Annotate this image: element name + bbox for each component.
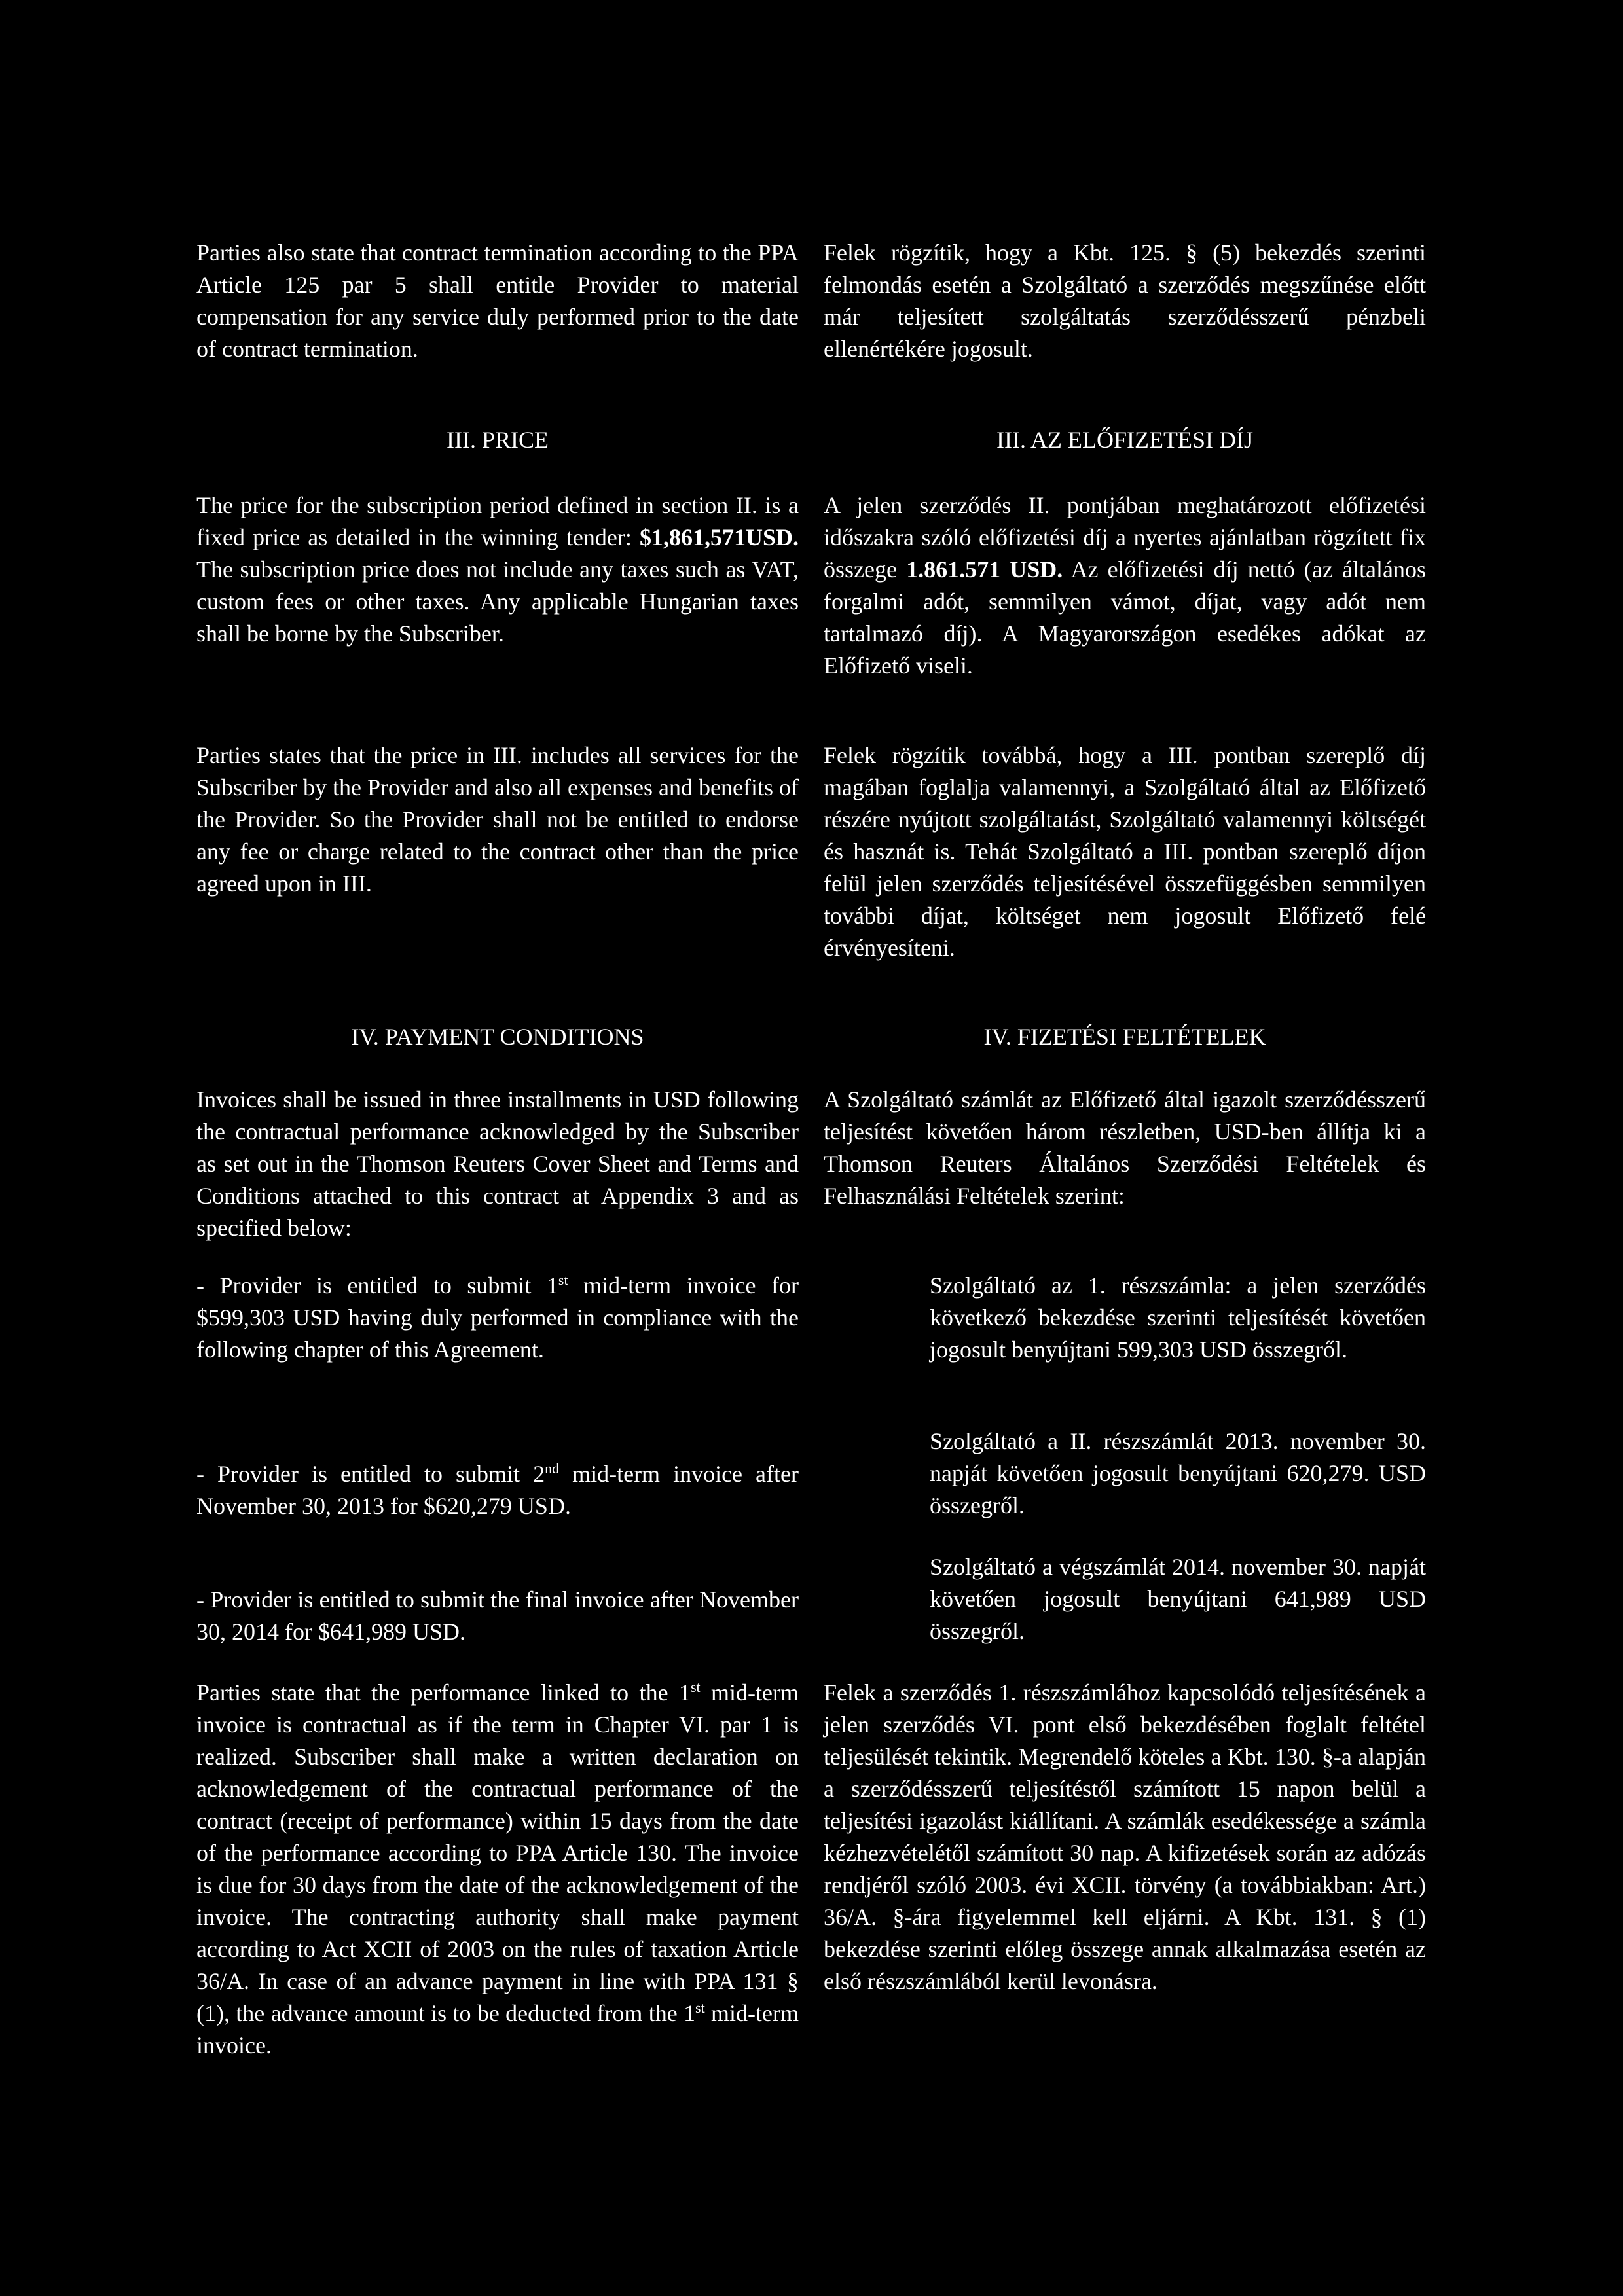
price-includes-paragraph-hu: Felek rögzítik továbbá, hogy a III. pontban szereplő díj magában foglalja valamennyi, a Szolgáltató által az Előfizető részére nyújtott szolgáltatást, Szolgáltató valamennyi költségét és hasznát is. Tehát Szolgáltató a III. pontban szereplő díjon felül jelen szerződés teljesítésével összefüggésben semmilyen további díjat, költséget nem jogosult Előfizető felé érvényesíteni. <box>824 742 1426 961</box>
price-paragraph-hu: A jelen szerződés II. pontjában meghatározott előfizetési időszakra szóló előfizetési díj a nyertes ajánlatban rögzített fix összege 1.861.571 USD. Az előfizetési díj nettó (az általános forgalmi adót, semmilyen vámot, díjat, vagy adót nem tartalmazó díj). A Magyarországon esedékes adókat az Előfizető viseli. <box>824 492 1426 679</box>
price-includes-paragraph-en: Parties states that the price in III. includes all services for the Subscriber by the Provider and also all expenses and benefits of the Provider. So the Provider shall not be entitled to endorse any fee or charge related to the contract other than the price agreed upon in III. <box>196 742 799 897</box>
section-heading-payment-en: IV. PAYMENT CONDITIONS <box>351 1024 644 1050</box>
first-invoice-item-hu: Szolgáltató az 1. részszámla: a jelen szerződés következő bekezdése szerinti teljesítését követően jogosult benyújtani 599,303 USD összegről. <box>930 1272 1426 1363</box>
invoices-paragraph-hu: A Szolgáltató számlát az Előfizető által igazolt szerződésszerű teljesítést követően három részletben, USD-ben állítja ki a Thomson Reuters Általános Szerződési Feltételek és Felhasználási Feltételek szerint: <box>824 1086 1426 1209</box>
second-invoice-item-en: - Provider is entitled to submit 2nd mid-term invoice after November 30, 2013 for $620,279 USD. <box>196 1460 799 1519</box>
termination-paragraph-hu: Felek rögzítik, hogy a Kbt. 125. § (5) bekezdés szerinti felmondás esetén a Szolgáltató a szerződés megszűnése előtt már teljesített szolgáltatás szerződésszerű pénzbeli ellenértékére jogosult. <box>824 240 1426 362</box>
performance-paragraph-hu: Felek a szerződés 1. részszámlához kapcsolódó teljesítésének a jelen szerződés VI. pont első bekezdésében foglalt feltétel teljesülését tekintik. Megrendelő köteles a Kbt. 130. §-a alapján a szerződésszerű teljesítéstől számított 15 napon belül a teljesítési igazolást kiállítani. A számlák esedékessége a számla kézhezvételétől számított 30 nap. A kifizetések során az adózás rendjéről szóló 2003. évi XCII. törvény (a továbbiakban: Art.) 36/A. §-ára figyelemmel kell eljárni. A Kbt. 131. § (1) bekezdése szerinti előleg összege annak alkalmazása esetén az első részszámlából kerül levonásra. <box>824 1679 1426 1994</box>
price-amount-en: $1,861,571USD. <box>639 524 799 550</box>
first-invoice-item-en: - Provider is entitled to submit 1st mid-term invoice for $599,303 USD having duly performed in compliance with the following chapter of this Agreement. <box>196 1272 799 1363</box>
final-invoice-item-hu: Szolgáltató a végszámlát 2014. november 30. napját követően jogosult benyújtani 641,989 USD összegről. <box>930 1554 1426 1644</box>
price-paragraph-en: The price for the subscription period defined in section II. is a fixed price as detailed in the winning tender: $1,861,571USD. The subscription price does not include any taxes such as VAT, custom fees or other taxes. Any applicable Hungarian taxes shall be borne by the Subscriber. <box>196 492 799 647</box>
termination-paragraph-en: Parties also state that contract termination according to the PPA Article 125 par 5 shall entitle Provider to material compensation for any service duly performed prior to the date of contract termination. <box>196 240 799 362</box>
section-heading-payment-hu: IV. FIZETÉSI FELTÉTELEK <box>983 1024 1266 1050</box>
invoices-paragraph-en: Invoices shall be issued in three installments in USD following the contractual performance acknowledged by the Subscriber as set out in the Thomson Reuters Cover Sheet and Terms and Conditions attached to this contract at Appendix 3 and as specified below: <box>196 1086 799 1241</box>
section-heading-price-en: III. PRICE <box>447 427 549 453</box>
final-invoice-item-en: - Provider is entitled to submit the final invoice after November 30, 2014 for $641,989 USD. <box>196 1587 799 1645</box>
performance-paragraph-en: Parties state that the performance linked to the 1st mid-term invoice is contractual as if the term in Chapter VI. par 1 is realized. Subscriber shall make a written declaration on acknowledgement of the contractual performance of the contract (receipt of performance) within 15 days from the date of the performance according to PPA Article 130. The invoice is due for 30 days from the date of the acknowledgement of the invoice. The contracting authority shall make payment according to Act XCII of 2003 on the rules of taxation Article 36/A. In case of an advance payment in line with PPA 131 § (1), the advance amount is to be deducted from the 1st mid-term invoice. <box>196 1679 799 2058</box>
second-invoice-item-hu: Szolgáltató a II. részszámlát 2013. november 30. napját követően jogosult benyújtani 620,279. USD összegről. <box>930 1428 1426 1518</box>
section-heading-price-hu: III. AZ ELŐFIZETÉSI DÍJ <box>996 427 1253 453</box>
price-amount-hu: 1.861.571 USD. <box>906 556 1063 583</box>
